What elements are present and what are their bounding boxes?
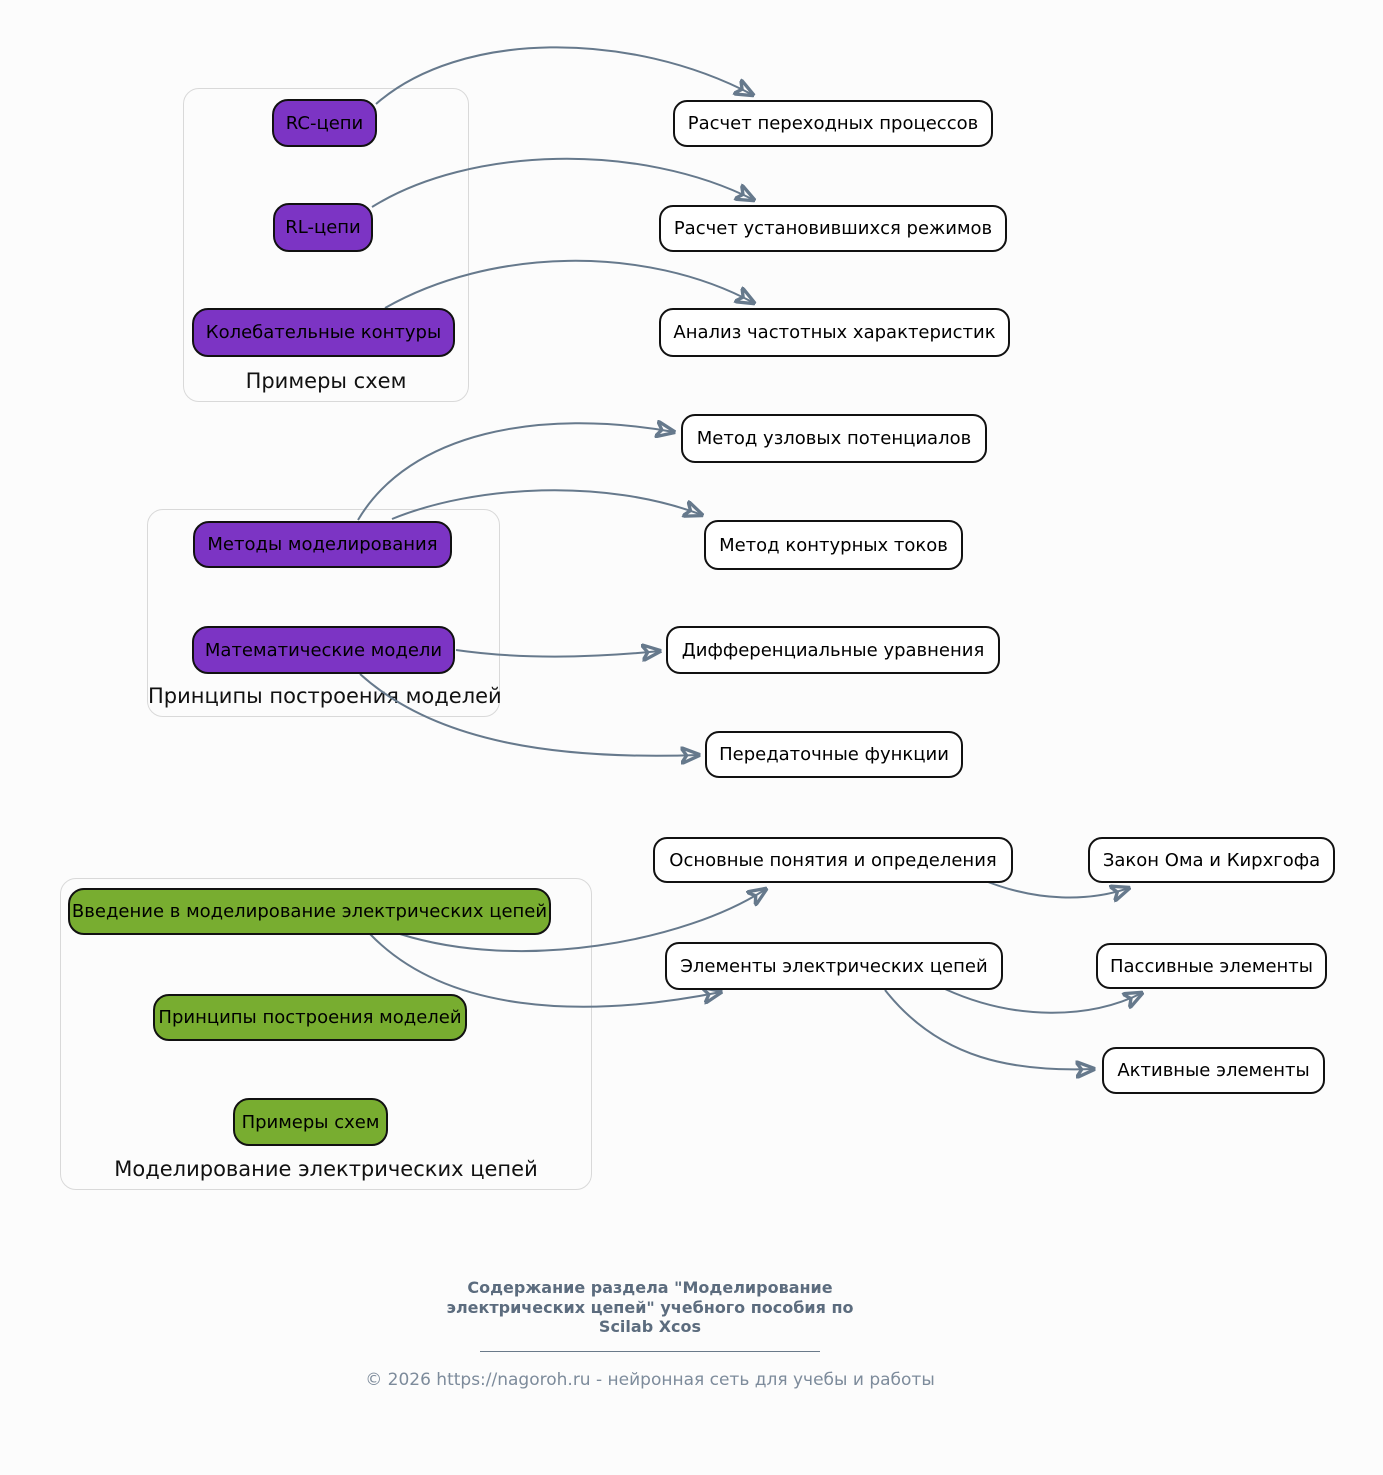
footer-divider: [480, 1351, 820, 1352]
node-ohm-kirchhoff: Закон Ома и Кирхгофа: [1088, 837, 1335, 883]
footer-copyright: © 2026 https://nagoroh.ru - нейронная сеть для учебы и работы: [365, 1369, 935, 1390]
node-diff-equations: Дифференциальные уравнения: [666, 626, 1000, 674]
node-basic-concepts: Основные понятия и определения: [653, 837, 1013, 883]
node-passive-elements: Пассивные элементы: [1096, 943, 1327, 989]
group-label-modeling: Моделирование электрических цепей: [114, 1157, 538, 1181]
node-rl-chains: RL-цепи: [273, 203, 373, 252]
node-steady-state-calc: Расчет установившихся режимов: [659, 205, 1007, 252]
node-model-principles: Принципы построения моделей: [153, 994, 467, 1041]
footer: [300, 1278, 1000, 1390]
footer-title-line2: электрических цепей" учебного пособия по: [446, 1297, 854, 1317]
node-circuit-elements: Элементы электрических цепей: [665, 942, 1003, 990]
group-label-examples: Примеры схем: [245, 369, 407, 393]
node-intro-modeling: Введение в моделирование электрических цепей: [68, 888, 551, 935]
node-math-models: Математические модели: [192, 626, 455, 674]
node-scheme-examples: Примеры схем: [233, 1098, 388, 1146]
edge-elements-active: [885, 990, 1094, 1069]
footer-title-line3: Scilab Xcos: [598, 1317, 702, 1337]
node-nodal-method: Метод узловых потенциалов: [681, 414, 987, 463]
node-mesh-method: Метод контурных токов: [704, 520, 963, 570]
node-frequency-analysis: Анализ частотных характеристик: [659, 308, 1010, 357]
edge-methods-nodal: [358, 423, 674, 520]
edge-elements-passive: [945, 989, 1142, 1013]
group-label-principles: Принципы построения моделей: [148, 684, 502, 708]
node-oscillatory-circuits: Колебательные контуры: [192, 308, 455, 357]
node-active-elements: Активные элементы: [1102, 1047, 1325, 1094]
node-transfer-functions: Передаточные функции: [705, 731, 963, 778]
footer-title-line1: Содержание раздела "Моделирование: [467, 1278, 833, 1297]
node-transient-calc: Расчет переходных процессов: [673, 100, 993, 147]
node-rc-chains: RC-цепи: [272, 99, 377, 147]
footer-title: [300, 1278, 1000, 1337]
node-modeling-methods: Методы моделирования: [193, 521, 452, 568]
edge-concepts-ohm: [988, 882, 1129, 898]
